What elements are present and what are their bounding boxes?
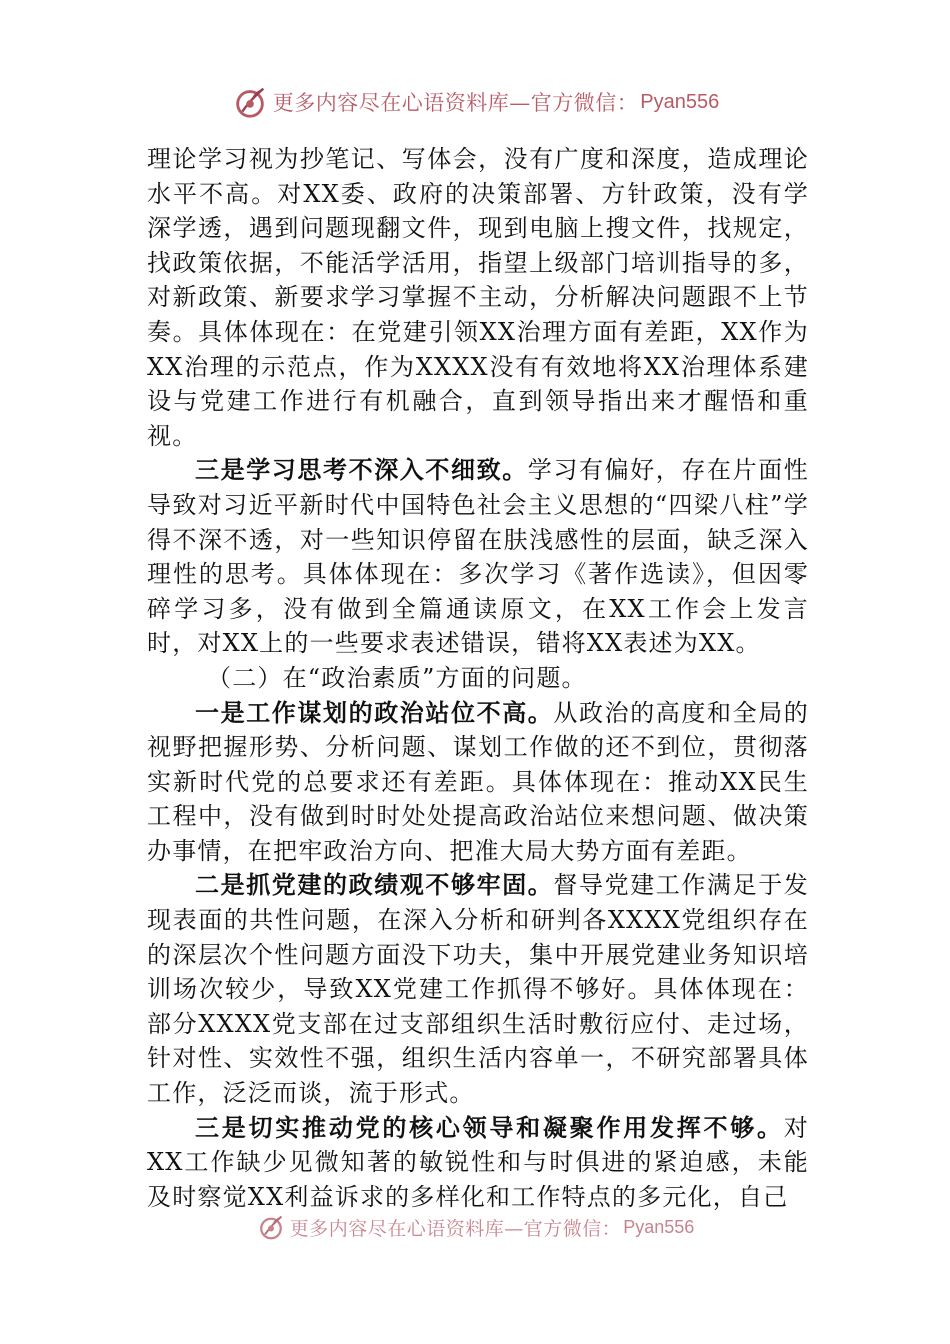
paragraph-text: 从政治的高度和全局的视野把握形势、分析问题、谋划工作做的还不到位，贯彻落实新时代党的总要求还有差距。具体体现在：推动XX民生工程中，没有做到时时处处提高政治站位来想问题、做决策办事情，在把牢政治方向、把准大局大势方面有差距。 (147, 698, 810, 865)
header-banner-wechat-id: Pyan556 (640, 90, 720, 113)
document-body (147, 142, 809, 1214)
paragraph-text: 督导党建工作满足于发现表面的共性问题，在深入分析和研判各XXXX党组织存在的深层次个性问题方面没下功夫，集中开展党建业务知识培训场次较少，导致XX党建工作抓得不够好。具体体现在：部分XXXX党支部在过支部组织生活时敷衍应付、走过场，针对性、实效性不强，组织生活内容单一，不研究部署具体工作，泛泛而谈，流于形式。 (147, 871, 810, 1108)
header-banner-text: 更多内容尽在心语资料库—官方微信： (272, 91, 639, 115)
paragraph-core-leadership (147, 1111, 809, 1215)
paragraph-study-thinking (147, 453, 809, 661)
footer-banner-text: 更多内容尽在心语资料库—官方微信： (289, 1217, 622, 1240)
paragraph-lead-bold: 三是学习思考不深入不细致。 (195, 455, 528, 485)
quill-circle-icon (256, 1212, 286, 1242)
footer-watermark-banner (0, 1212, 950, 1242)
paragraph-text: 学习有偏好，存在片面性导致对习近平新时代中国特色社会主义思想的“四梁八柱”学得不深不透，对一些知识停留在肤浅感性的层面，缺乏深入理性的思考。具体体现在：多次学习《著作选读》，但因零碎学习多，没有做到全篇通读原文，在XX工作会上发言时，对XX上的一些要求表述错误，错将XX表述为XX。 (147, 456, 809, 658)
paragraph-lead-bold: 三是切实推动党的核心领导和凝聚作用发挥不够。 (195, 1112, 784, 1142)
paragraph-party-building (147, 868, 809, 1110)
paragraph-text: 理论学习视为抄笔记、写体会，没有广度和深度，造成理论水平不高。对XX委、政府的决策部署、方针政策，没有学深学透，遇到问题现翻文件，现到电脑上搜文件，找规定，找政策依据，不能活学活用，指望上级部门培训指导的多，对新政策、新要求学习掌握不主动，分析解决问题跟不上节奏。具体体现在：在党建引领XX治理方面有差距，XX作为XX治理的示范点，作为XXXX没有有效地将XX治理体系建设与党建工作进行有机融合，直到领导指出来才醒悟和重视。 (147, 145, 809, 450)
header-watermark-banner (0, 82, 950, 122)
paragraph-continuation (147, 142, 809, 453)
footer-banner-wechat-id: Pyan556 (623, 1216, 695, 1237)
paragraph-political-standing (147, 696, 809, 869)
paragraph-lead-bold: 一是工作谋划的政治站位不高。 (195, 697, 554, 727)
paragraph-lead-bold: 二是抓党建的政绩观不够牢固。 (195, 870, 554, 900)
quill-circle-icon (231, 83, 269, 121)
paragraph-text: 对XX工作缺少见微知著的敏锐性和与时俱进的紧迫感，未能及时察觉XX利益诉求的多样化和工作特点的多元化，自己 (147, 1113, 809, 1211)
section-heading (147, 661, 809, 696)
section-heading-text: （二）在“政治素质”方面的问题。 (207, 663, 587, 692)
